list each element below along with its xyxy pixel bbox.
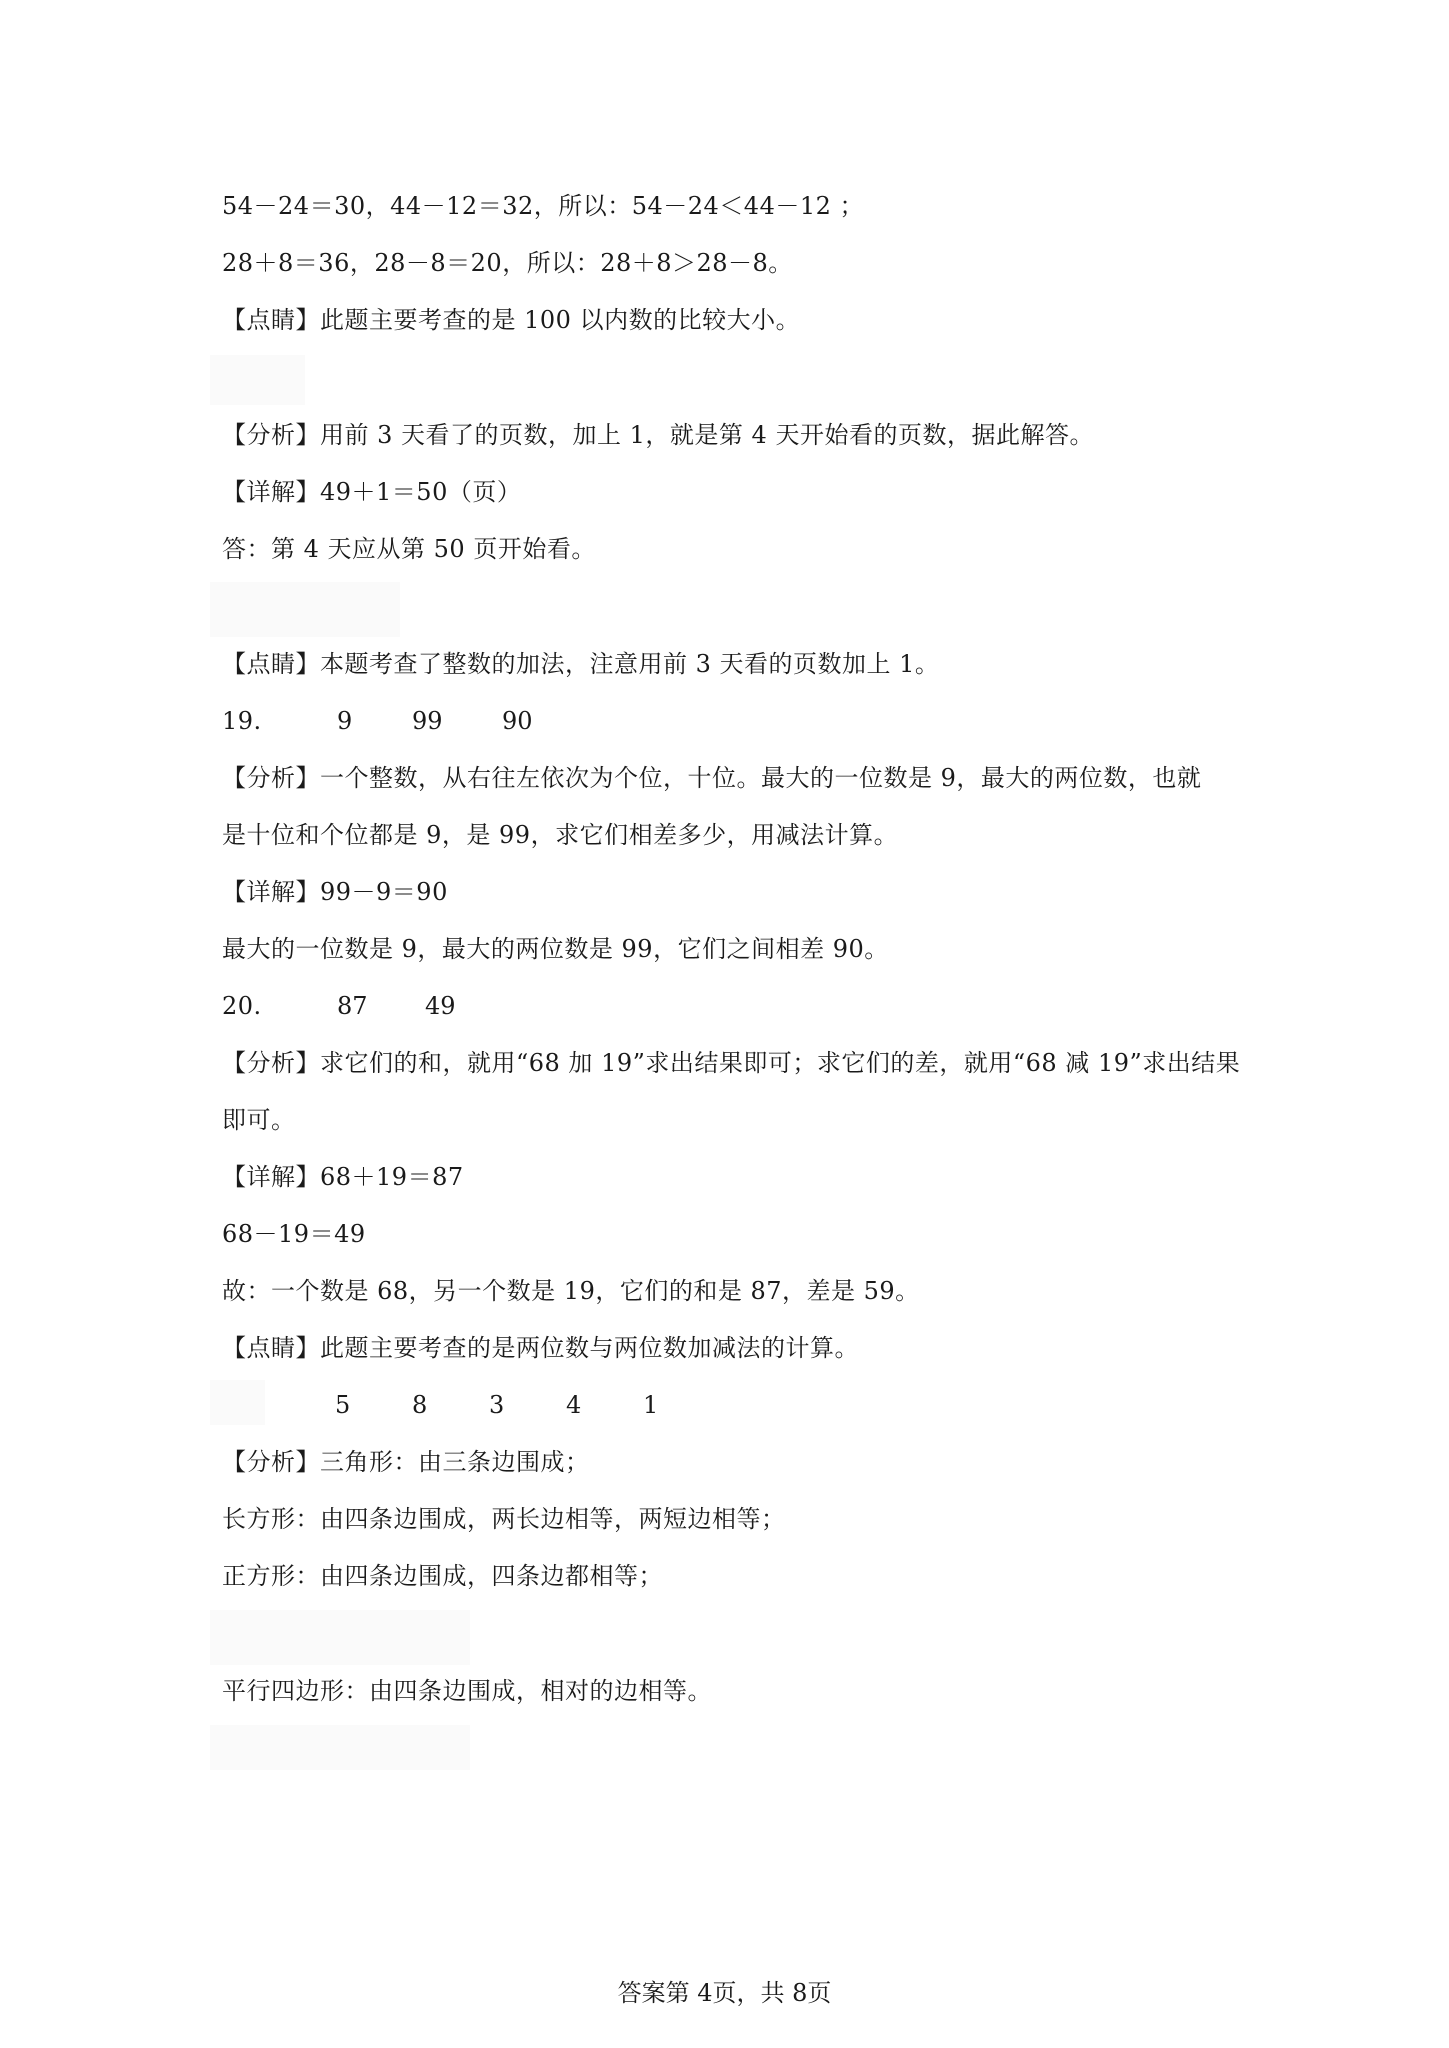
q21-answer-2: 8: [412, 1391, 428, 1419]
dianjing-line: 【点睛】此题主要考查的是两位数与两位数加减法的计算。: [222, 1334, 859, 1362]
xiangjie-line: 【详解】49＋1＝50（页）: [222, 478, 522, 506]
question-20-number: 20.: [222, 992, 262, 1020]
text-line: 长方形：由四条边围成，两长边相等，两短边相等；: [222, 1505, 786, 1533]
text-line: 平行四边形：由四条边围成，相对的边相等。: [222, 1677, 712, 1705]
text-line: 最大的一位数是 9，最大的两位数是 99，它们之间相差 90。: [222, 935, 889, 963]
xiangjie-line: 【详解】99－9＝90: [222, 878, 448, 906]
text-line: 正方形：由四条边围成，四条边都相等；: [222, 1562, 663, 1590]
dianjing-line: 【点睛】此题主要考查的是 100 以内数的比较大小。: [222, 306, 801, 334]
q20-answer-2: 49: [425, 992, 456, 1020]
text-line: 故：一个数是 68，另一个数是 19，它们的和是 87，差是 59。: [222, 1277, 920, 1305]
q21-answer-5: 1: [643, 1391, 659, 1419]
fenxi-line: 【分析】求它们的和，就用“68 加 19”求出结果即可；求它们的差，就用“68 减 19”求出结果: [222, 1049, 1241, 1077]
xiangjie-line: 【详解】68＋19＝87: [222, 1163, 464, 1191]
blank-region: [210, 355, 305, 405]
q19-answer-1: 9: [337, 707, 353, 735]
text-line: 54－24＝30，44－12＝32，所以：54－24＜44－12 ；: [222, 192, 865, 220]
q21-answer-3: 3: [489, 1391, 505, 1419]
text-line: 是十位和个位都是 9，是 99，求它们相差多少，用减法计算。: [222, 821, 899, 849]
fenxi-line: 【分析】三角形：由三条边围成；: [222, 1448, 590, 1476]
blank-region: [210, 582, 400, 637]
text-line: 即可。: [222, 1106, 296, 1134]
page-footer: 答案第 4页，共 8页: [617, 1979, 832, 2007]
q20-answer-1: 87: [337, 992, 368, 1020]
text-line: 68－19＝49: [222, 1220, 366, 1248]
q19-answer-3: 90: [502, 707, 533, 735]
fenxi-line: 【分析】一个整数，从右往左依次为个位，十位。最大的一位数是 9，最大的两位数，也就: [222, 764, 1202, 792]
dianjing-line: 【点睛】本题考查了整数的加法，注意用前 3 天看的页数加上 1。: [222, 650, 940, 678]
blank-region: [210, 1380, 265, 1425]
answer-line: 答：第 4 天应从第 50 页开始看。: [222, 535, 596, 563]
question-19-number: 19.: [222, 707, 262, 735]
text-line: 28＋8＝36，28－8＝20，所以：28＋8＞28－8。: [222, 249, 793, 277]
q21-answer-1: 5: [335, 1391, 351, 1419]
fenxi-line: 【分析】用前 3 天看了的页数，加上 1，就是第 4 天开始看的页数，据此解答。: [222, 421, 1094, 449]
q19-answer-2: 99: [412, 707, 443, 735]
blank-region: [210, 1610, 470, 1665]
blank-region: [210, 1725, 470, 1770]
q21-answer-4: 4: [566, 1391, 582, 1419]
